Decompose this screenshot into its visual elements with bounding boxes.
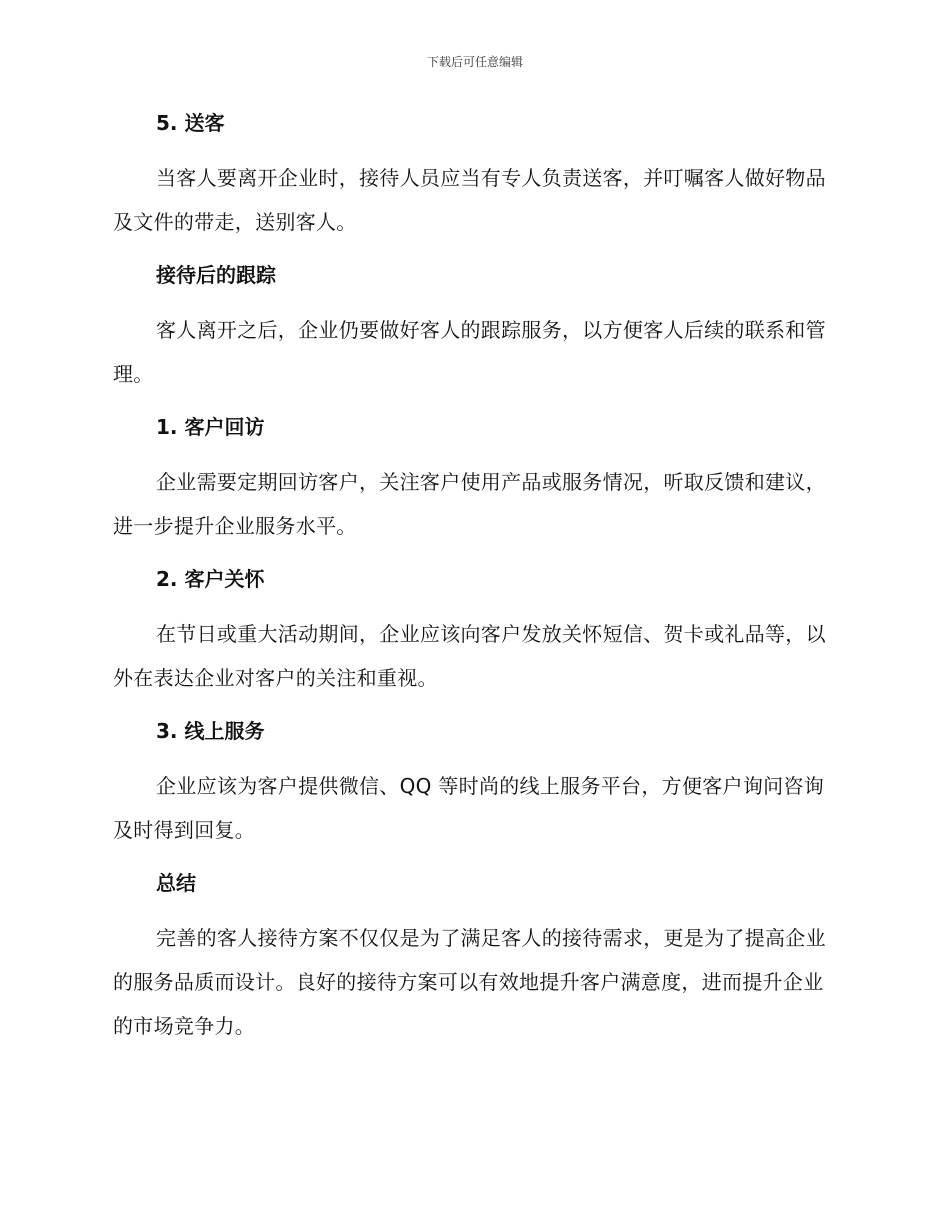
section-paragraph: 在节日或重大活动期间，企业应该向客户发放关怀短信、贺卡或礼品等，以外在表达企业对客户的关注和重视。 — [113, 622, 826, 690]
section-heading: 1. 客户回访 — [156, 415, 265, 439]
section-heading: 接待后的跟踪 — [156, 263, 276, 287]
section-paragraph: 企业需要定期回访客户，关注客户使用产品或服务情况，听取反馈和建议，进一步提升企业服务水平。 — [113, 470, 826, 538]
section-paragraph: 企业应该为客户提供微信、QQ 等时尚的线上服务平台，方便客户询问咨询及时得到回复。 — [113, 774, 825, 842]
section-paragraph: 完善的客人接待方案不仅仅是为了满足客人的接待需求，更是为了提高企业的服务品质而设计。良好的接待方案可以有效地提升客户满意度，进而提升企业的市场竞争力。 — [113, 926, 826, 1038]
document-body — [113, 108, 829, 1064]
section-heading: 5. 送客 — [156, 111, 225, 135]
section-heading: 总结 — [156, 871, 196, 895]
section-heading: 2. 客户关怀 — [156, 567, 265, 591]
page-header-note: 下载后可任意编辑 — [426, 55, 523, 69]
section-paragraph: 当客人要离开企业时，接待人员应当有专人负责送客，并叮嘱客人做好物品及文件的带走，送别客人。 — [113, 166, 826, 234]
section-paragraph: 客人离开之后，企业仍要做好客人的跟踪服务，以方便客人后续的联系和管理。 — [113, 318, 826, 386]
section-heading: 3. 线上服务 — [156, 719, 265, 743]
